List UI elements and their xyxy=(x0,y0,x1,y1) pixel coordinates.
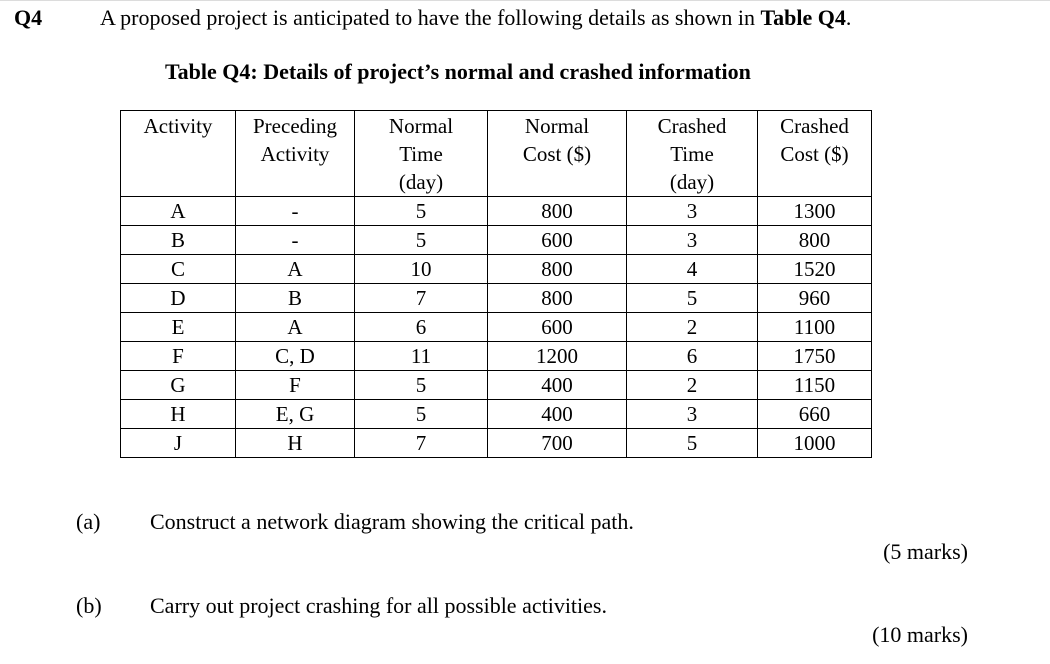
header-normal-cost xyxy=(488,111,627,197)
cell-preceding-activity xyxy=(236,371,355,400)
cell-value: E xyxy=(171,315,185,339)
cell-crashed-time xyxy=(627,284,758,313)
header-line: Activity xyxy=(260,142,330,166)
cell-value: 400 xyxy=(541,402,573,426)
cell-value: 3 xyxy=(686,228,698,252)
cell-preceding-activity xyxy=(236,255,355,284)
cell-value: H xyxy=(287,431,303,455)
cell-value: 10 xyxy=(410,257,432,281)
part-b-text: Carry out project crashing for all possible activities. xyxy=(150,593,607,618)
cell-normal-time xyxy=(355,429,488,458)
cell-value: 2 xyxy=(686,315,698,339)
header-line: Crashed xyxy=(657,114,727,138)
cell-value: 5 xyxy=(415,402,427,426)
cell-activity xyxy=(121,429,236,458)
cell-preceding-activity xyxy=(236,313,355,342)
cell-value: J xyxy=(173,431,183,455)
header-preceding-activity xyxy=(236,111,355,197)
cell-value: 600 xyxy=(541,228,573,252)
cell-normal-time xyxy=(355,400,488,429)
cell-value: 4 xyxy=(686,257,698,281)
cell-activity xyxy=(121,284,236,313)
cell-value: 5 xyxy=(415,199,427,223)
cell-value: B xyxy=(287,286,302,310)
cell-value: C xyxy=(170,257,185,281)
cell-activity xyxy=(121,400,236,429)
cell-normal-cost xyxy=(488,371,627,400)
cell-value: 5 xyxy=(415,373,427,397)
cell-value: D xyxy=(170,286,186,310)
header-line: Crashed xyxy=(780,114,849,138)
part-a-text: Construct a network diagram showing the critical path. xyxy=(150,509,634,534)
question-intro xyxy=(100,3,851,33)
cell-value: 3 xyxy=(686,199,698,223)
cell-value: 7 xyxy=(415,431,427,455)
intro-end: . xyxy=(845,5,852,30)
cell-value: 5 xyxy=(686,286,698,310)
cell-activity xyxy=(121,342,236,371)
question-number: Q4 xyxy=(14,5,43,30)
cell-value: A xyxy=(287,257,303,281)
cell-value: 1520 xyxy=(793,257,836,281)
cell-normal-time xyxy=(355,255,488,284)
cell-normal-cost xyxy=(488,342,627,371)
cell-value: 660 xyxy=(798,402,831,426)
header-activity xyxy=(121,111,236,197)
cell-value: 1300 xyxy=(793,199,836,223)
cell-normal-time xyxy=(355,284,488,313)
part-b-label: (b) xyxy=(76,593,102,618)
cell-crashed-cost xyxy=(758,400,872,429)
header-line: Time xyxy=(399,142,443,166)
intro-text: A proposed project is anticipated to have the following details as shown in xyxy=(100,5,761,30)
cell-value: G xyxy=(170,373,186,397)
table-row xyxy=(121,342,872,371)
header-crashed-cost xyxy=(758,111,872,197)
cell-value: 6 xyxy=(415,315,427,339)
cell-value: 2 xyxy=(686,373,698,397)
top-divider xyxy=(0,0,1050,1)
table-row xyxy=(121,226,872,255)
header-line: Normal xyxy=(388,114,454,138)
cell-crashed-time xyxy=(627,342,758,371)
table-header-row xyxy=(121,111,872,197)
part-a-label: (a) xyxy=(76,509,101,534)
table-row xyxy=(121,400,872,429)
cell-value: 800 xyxy=(541,199,573,223)
cell-value: 1150 xyxy=(793,373,836,397)
header-line: Preceding xyxy=(253,114,337,138)
cell-crashed-time xyxy=(627,197,758,226)
cell-value: F xyxy=(172,344,184,368)
part-a-marks: (5 marks) xyxy=(883,539,968,564)
table-row xyxy=(121,284,872,313)
cell-value: 400 xyxy=(541,373,573,397)
cell-value: 3 xyxy=(686,402,698,426)
cell-normal-time xyxy=(355,371,488,400)
cell-crashed-time xyxy=(627,226,758,255)
cell-crashed-cost xyxy=(758,197,872,226)
header-normal-time xyxy=(355,111,488,197)
cell-crashed-cost xyxy=(758,342,872,371)
table-row xyxy=(121,313,872,342)
cell-crashed-time xyxy=(627,255,758,284)
cell-value: 800 xyxy=(541,286,573,310)
cell-value: 800 xyxy=(541,257,573,281)
table-row xyxy=(121,371,872,400)
part-b-marks: (10 marks) xyxy=(872,622,968,647)
cell-normal-cost xyxy=(488,313,627,342)
table-row xyxy=(121,255,872,284)
cell-value: 1000 xyxy=(793,431,836,455)
cell-value: F xyxy=(289,373,301,397)
cell-normal-cost xyxy=(488,255,627,284)
cell-preceding-activity xyxy=(236,342,355,371)
cell-value: 1200 xyxy=(536,344,578,368)
cell-value: B xyxy=(170,228,185,252)
cell-normal-cost xyxy=(488,284,627,313)
cell-crashed-time xyxy=(627,371,758,400)
cell-crashed-time xyxy=(627,313,758,342)
cell-crashed-cost xyxy=(758,255,872,284)
cell-activity xyxy=(121,313,236,342)
cell-value: - xyxy=(291,228,299,252)
table-row xyxy=(121,197,872,226)
cell-preceding-activity xyxy=(236,429,355,458)
cell-value: 960 xyxy=(798,286,831,310)
cell-value: C, D xyxy=(275,344,315,368)
table-caption: Table Q4: Details of project’s normal and crashed information xyxy=(165,59,751,84)
header-line: (day) xyxy=(669,170,715,194)
cell-crashed-time xyxy=(627,400,758,429)
cell-normal-time xyxy=(355,197,488,226)
header-line: (day) xyxy=(398,170,444,194)
cell-value: 600 xyxy=(541,315,573,339)
intro-table-ref: Table Q4 xyxy=(760,5,846,30)
cell-value: 5 xyxy=(686,431,698,455)
header-line: Time xyxy=(670,142,714,166)
cell-preceding-activity xyxy=(236,226,355,255)
cell-normal-time xyxy=(355,342,488,371)
header-line: Cost ($) xyxy=(522,142,592,166)
cell-crashed-cost xyxy=(758,313,872,342)
cell-crashed-time xyxy=(627,429,758,458)
cell-value: 800 xyxy=(798,228,831,252)
cell-preceding-activity xyxy=(236,400,355,429)
header-line: Cost ($) xyxy=(780,142,849,166)
cell-value: A xyxy=(170,199,186,223)
cell-value: A xyxy=(287,315,303,339)
cell-value: 11 xyxy=(410,344,432,368)
table-header xyxy=(121,111,872,197)
cell-normal-cost xyxy=(488,197,627,226)
header-line: Normal xyxy=(524,114,590,138)
cell-value: 700 xyxy=(541,431,573,455)
cell-crashed-cost xyxy=(758,284,872,313)
cell-preceding-activity xyxy=(236,197,355,226)
cell-normal-cost xyxy=(488,400,627,429)
cell-crashed-cost xyxy=(758,371,872,400)
cell-value: 7 xyxy=(415,286,427,310)
cell-value: 5 xyxy=(415,228,427,252)
cell-activity xyxy=(121,197,236,226)
header-crashed-time xyxy=(627,111,758,197)
cell-normal-time xyxy=(355,313,488,342)
cell-activity xyxy=(121,226,236,255)
cell-normal-cost xyxy=(488,429,627,458)
cell-value: - xyxy=(291,199,299,223)
cell-normal-time xyxy=(355,226,488,255)
cell-preceding-activity xyxy=(236,284,355,313)
cell-activity xyxy=(121,255,236,284)
cell-value: E, G xyxy=(275,402,315,426)
cell-value: 6 xyxy=(686,344,698,368)
header-line: Activity xyxy=(143,114,213,138)
project-details-table xyxy=(120,110,872,458)
cell-value: 1750 xyxy=(793,344,836,368)
cell-crashed-cost xyxy=(758,226,872,255)
cell-crashed-cost xyxy=(758,429,872,458)
table-body xyxy=(121,197,872,458)
cell-normal-cost xyxy=(488,226,627,255)
cell-value: 1100 xyxy=(793,315,836,339)
cell-activity xyxy=(121,371,236,400)
table-row xyxy=(121,429,872,458)
cell-value: H xyxy=(170,402,186,426)
